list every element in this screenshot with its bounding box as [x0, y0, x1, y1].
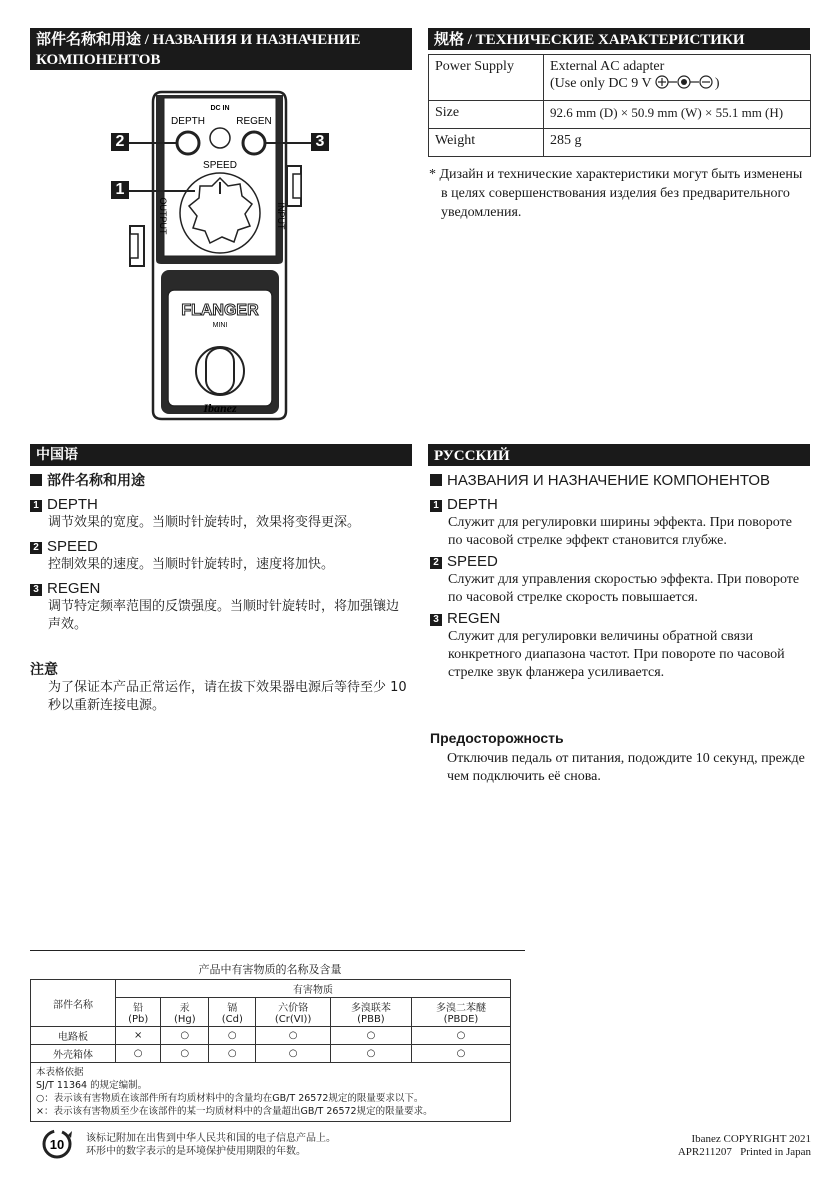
- depth-knob[interactable]: [177, 132, 199, 154]
- spec-row: [429, 101, 811, 129]
- spec-table: [428, 54, 811, 157]
- left-header: [30, 28, 412, 70]
- substance-cell: 镉 (Cd): [209, 998, 256, 1027]
- callout-2: 2: [111, 133, 129, 151]
- russian-caution-title: Предосторожность: [430, 730, 564, 746]
- mini-label: MINI: [212, 322, 228, 329]
- substance-cell: 六价铬 (Cr(VI)): [256, 998, 331, 1027]
- table-row: 电路板 × ○ ○ ○ ○ ○: [31, 1027, 511, 1045]
- printed-in: Printed in Japan: [740, 1146, 811, 1158]
- spec-label: Power Supply: [429, 55, 544, 101]
- doc-code: APR211207: [677, 1146, 732, 1158]
- svg-text:10: 10: [49, 1137, 65, 1152]
- russian-header: РУССКИЙ: [428, 444, 810, 466]
- substance-cell: 多溴联苯 (PBB): [330, 998, 411, 1027]
- substance-cell: 铅 (Pb): [116, 998, 161, 1027]
- russian-caution-text: Отключив педаль от питания, подождите 10 секунд, прежде чем подключить её снова.: [447, 751, 805, 784]
- chinese-section-title: 部件名称和用途: [30, 472, 412, 490]
- spec-row: [429, 129, 811, 157]
- spec-value: External AC adapter (Use only DC 9 V ): [544, 55, 811, 101]
- hazard-substances-header: 有害物质: [116, 980, 511, 998]
- spec-row: [429, 55, 811, 101]
- substance-cell: 汞 (Hg): [161, 998, 209, 1027]
- list-item: 1 DEPTH Служит для регулировки ширины эффекта. При повороте по часовой стрелке эффект становится глубже.: [430, 495, 805, 550]
- divider: [30, 950, 525, 951]
- chinese-items: [30, 495, 412, 634]
- pedal-diagram: [100, 86, 340, 426]
- hazard-notes: 本表格依据 SJ/T 11364 的规定编制。 ○：表示该有害物质在该部件所有均质材料中的含量均在GB/T 26572规定的限量要求以下。 ×：表示该有害物质至少在该部件的某一均质材料中的含量超出GB/T 26572规定的限量要求。: [31, 1063, 511, 1122]
- status-led: [210, 128, 230, 148]
- left-header-text: 部件名称和用途 / НАЗВАНИЯ И НАЗНАЧЕНИЕ КОМПОНЕНТОВ: [36, 32, 361, 68]
- list-item: 2 SPEED Служит для управления скоростью эффекта. При повороте по часовой стрелке скорость повышается.: [430, 552, 805, 607]
- dcin-label: DC IN: [210, 105, 230, 112]
- spec-value: 285 g: [544, 129, 811, 157]
- polarity-icon: [655, 75, 715, 89]
- chinese-caution-title: 注意: [30, 662, 58, 678]
- list-item: 3 REGEN Служит для регулировки величины обратной связи конкретного диапазона частот. При повороте по часовой стрелке звук фланжера усиливается.: [430, 609, 805, 682]
- right-header-text: 规格 / ТЕХНИЧЕСКИЕ ХАРАКТЕРИСТИКИ: [434, 32, 745, 48]
- ibanez-logo: Ibanez: [203, 401, 237, 415]
- table-row: 外壳箱体 ○ ○ ○ ○ ○ ○: [31, 1045, 511, 1063]
- list-item: 3 REGEN 调节特定频率范围的反馈强度。当顺时针旋转时，将加强镶边声效。: [30, 579, 412, 634]
- speed-label: SPEED: [203, 160, 237, 171]
- chinese-header: 中国语: [30, 444, 412, 466]
- efup-logo-icon: [42, 1129, 72, 1159]
- spec-note: * Дизайн и технические характеристики могут быть изменены в целях совершенствования изделия без предварительного уведомления.: [429, 167, 803, 220]
- spec-value: 92.6 mm (D) × 50.9 mm (W) × 55.1 mm (H): [544, 101, 811, 129]
- footswitch[interactable]: [206, 348, 234, 394]
- hazard-table: [30, 979, 511, 1122]
- list-item: 2 SPEED 控制效果的速度。当顺时针旋转时，速度将加快。: [30, 537, 412, 574]
- efup-text: 该标记附加在出售到中华人民共和国的电子信息产品上。 环形中的数字表示的是环境保护使用期限的年数。: [86, 1133, 336, 1157]
- chinese-caution-text: 为了保证本产品正常运作，请在拔下效果器电源后等待至少 10 秒以重新连接电源。: [48, 680, 407, 713]
- list-item: 1 DEPTH 调节效果的宽度。当顺时针旋转时，效果将变得更深。: [30, 495, 412, 532]
- spec-label: Weight: [429, 129, 544, 157]
- russian-items: [430, 495, 805, 682]
- footer: [678, 1133, 811, 1159]
- copyright: Ibanez COPYRIGHT 2021: [691, 1133, 811, 1145]
- input-label: INPUT: [276, 202, 286, 230]
- right-header: [428, 28, 810, 50]
- regen-label: REGEN: [236, 116, 272, 127]
- output-label: OUTPUT: [158, 197, 168, 235]
- spec-label: Size: [429, 101, 544, 129]
- hazard-part-header: 部件名称: [31, 980, 116, 1027]
- regen-knob[interactable]: [243, 132, 265, 154]
- hazard-title: 产品中有害物质的名称及含量: [198, 963, 342, 976]
- flanger-logo: FLANGER: [181, 302, 259, 319]
- depth-label: DEPTH: [171, 116, 205, 127]
- russian-section-title: НАЗВАНИЯ И НАЗНАЧЕНИЕ КОМПОНЕНТОВ: [430, 472, 812, 490]
- substance-cell: 多溴二苯醚 (PBDE): [411, 998, 510, 1027]
- callout-3: 3: [311, 133, 329, 151]
- callout-1: 1: [111, 181, 129, 199]
